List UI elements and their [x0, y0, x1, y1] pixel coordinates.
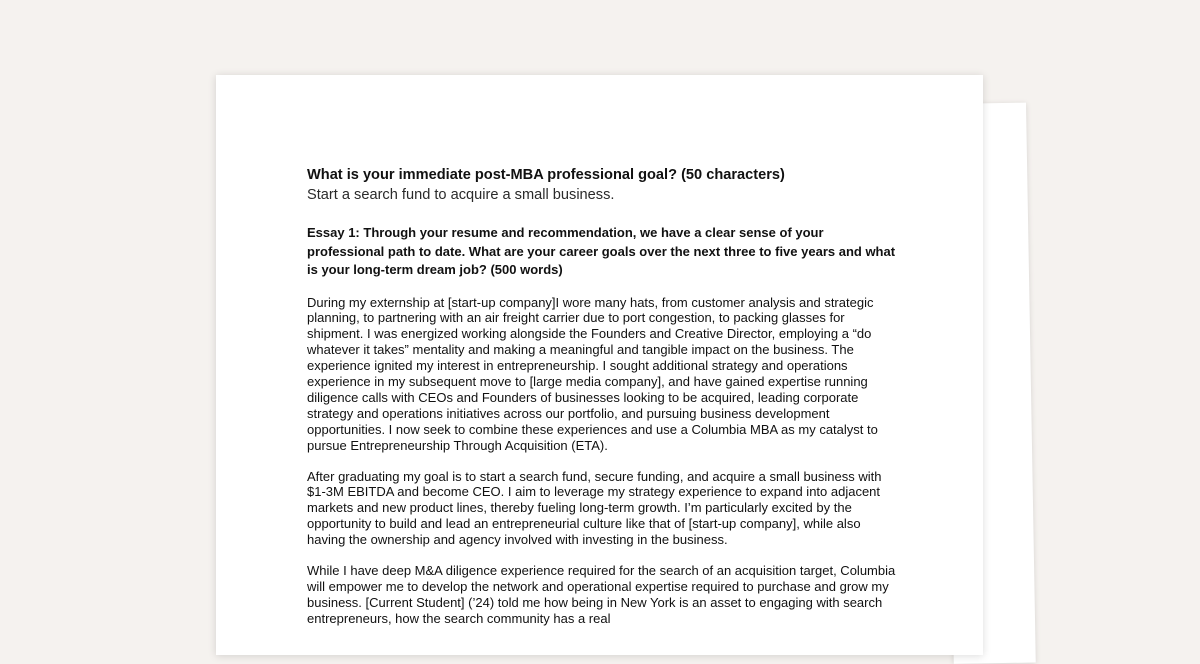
goal-question: What is your immediate post-MBA professional goal? (50 characters) — [307, 167, 785, 183]
essay-paragraph-3: While I have deep M&A diligence experience required for the search of an acquisition target, Columbia will empower me to develop the network and operational expertise required to purchase and grow my business. [Current Student] (’24) told me how being in New York is an asset to engaging with search entrepreneurs, how the search community has a real — [307, 563, 896, 626]
essay-paragraph-2: After graduating my goal is to start a search fund, secure funding, and acquire a small business with $1-3M EBITDA and become CEO. I aim to leverage my strategy experience to expand into adjacent markets and new product lines, thereby fueling long-term growth. I’m particularly excited by the opportunity to build and lead an entrepreneurial culture like that of [start-up company], while also having the ownership and agency involved with investing in the business. — [307, 468, 882, 548]
document-page — [216, 75, 983, 655]
document-content — [307, 166, 897, 627]
essay-prompt: Essay 1: Through your resume and recommendation, we have a clear sense of your professional path to date. What are your career goals over the next three to five years and what is your long-term dream job? (500 words) — [307, 225, 896, 277]
essay-paragraph-1: During my externship at [start-up company]I wore many hats, from customer analysis and strategic planning, to partnering with an air freight carrier due to port congestion, to packing glasses for shipment. I was energized working alongside the Founders and Creative Director, employing a “do whatever it takes” mentality and making a meaningful and tangible impact on the business. The experience ignited my interest in entrepreneurship. I sought additional strategy and operations experience in my subsequent move to [large media company], and have gained expertise running diligence calls with CEOs and Founders of businesses looking to be acquired, leading corporate strategy and operations initiatives across our portfolio, and pursuing business development opportunities. I now seek to combine these experiences and use a Columbia MBA as my catalyst to pursue Entrepreneurship Through Acquisition (ETA). — [307, 294, 878, 453]
goal-answer: Start a search fund to acquire a small business. — [307, 187, 615, 203]
